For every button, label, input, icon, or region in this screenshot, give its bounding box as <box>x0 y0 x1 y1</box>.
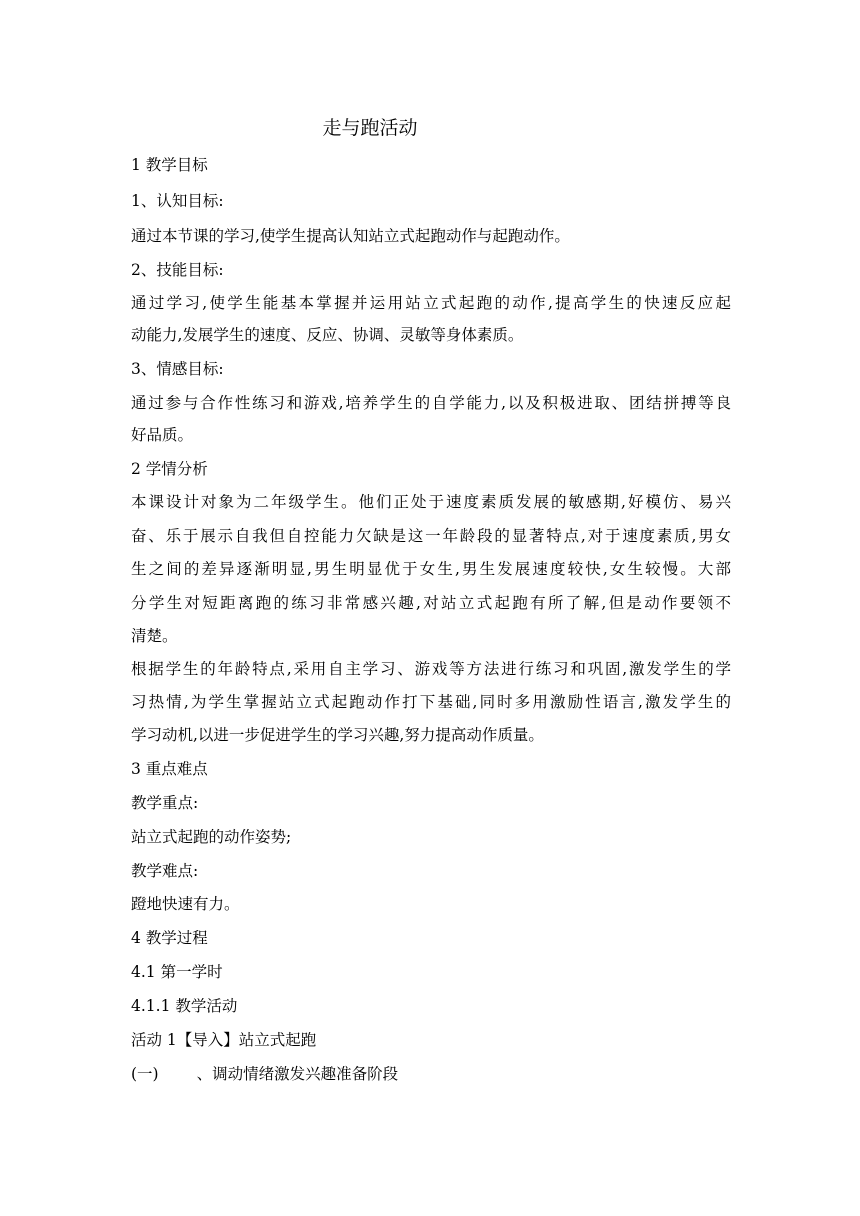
document-title: 走与跑活动 <box>322 117 418 139</box>
paragraph-line: 奋、乐于展示自我但自控能力欠缺是这一年龄段的显著特点,对于速度素质,男女 <box>131 527 731 545</box>
stage-marker: (一) <box>131 1065 159 1083</box>
section-heading-process: 4 教学过程 <box>131 929 208 947</box>
subsection-heading: 4.1 第一学时 <box>131 963 223 981</box>
subsection-heading: 4.1.1 教学活动 <box>131 997 238 1015</box>
paragraph-line: 生之间的差异逐渐明显,男生明显优于女生,男生发展速度较快,女生较慢。大部 <box>131 560 731 578</box>
paragraph-line: 蹬地快速有力。 <box>131 895 240 913</box>
paragraph-line: 习热情,为学生掌握站立式起跑动作打下基础,同时多用激励性语言,激发学生的 <box>131 693 731 711</box>
paragraph-line: 本课设计对象为二年级学生。他们正处于速度素质发展的敏感期,好模仿、易兴 <box>131 493 731 511</box>
paragraph-line: 好品质。 <box>131 426 194 444</box>
subheading-emotion: 3、情感目标: <box>131 360 224 378</box>
paragraph-line: 站立式起跑的动作姿势; <box>131 828 292 846</box>
paragraph-line: 通过本节课的学习,使学生提高认知站立式起跑动作与起跑动作。 <box>131 227 570 245</box>
activity-heading: 活动 1【导入】站立式起跑 <box>131 1031 317 1049</box>
paragraph-line: 通过学习,使学生能基本掌握并运用站立式起跑的动作,提高学生的快速反应起 <box>131 294 731 312</box>
paragraph-line: 动能力,发展学生的速度、反应、协调、灵敏等身体素质。 <box>131 326 524 344</box>
paragraph-line: 学习动机,以进一步促进学生的学习兴趣,努力提高动作质量。 <box>131 726 544 744</box>
stage-heading <box>131 1062 731 1086</box>
subheading-skill: 2、技能目标: <box>131 261 224 279</box>
subheading-cognitive: 1、认知目标: <box>131 192 224 210</box>
section-heading-key-points: 3 重点难点 <box>131 760 208 778</box>
paragraph-line: 根据学生的年龄特点,采用自主学习、游戏等方法进行练习和巩固,激发学生的学 <box>131 660 731 678</box>
stage-text: 、调动情绪激发兴趣准备阶段 <box>196 1065 399 1083</box>
subheading-key-point: 教学重点: <box>131 794 199 812</box>
section-heading-analysis: 2 学情分析 <box>131 460 208 478</box>
paragraph-line: 清楚。 <box>131 627 178 645</box>
paragraph-line: 通过参与合作性练习和游戏,培养学生的自学能力,以及积极进取、团结拼搏等良 <box>131 394 731 412</box>
subheading-difficulty: 教学难点: <box>131 862 199 880</box>
section-heading-objectives: 1 教学目标 <box>131 156 208 174</box>
paragraph-line: 分学生对短距离跑的练习非常感兴趣,对站立式起跑有所了解,但是动作要领不 <box>131 594 731 612</box>
